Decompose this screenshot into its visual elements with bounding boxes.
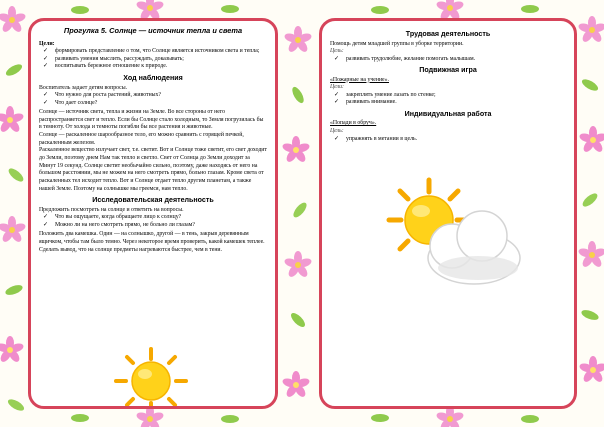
goal-label: Цель: xyxy=(330,48,344,55)
goals-list xyxy=(39,48,267,71)
research-text: Положить два камешка. Один — на солнышко, другой — в тень, закрыв деревянным ящичком, чтобы там было темно. Через некоторое время проверить, какой камешек теплее. Сделать вывод, что на солнце предметы нагреваются быстрее, чем в тени. xyxy=(39,231,265,253)
list-item: ✓ развивать трудолюбие, желание помогать малышам. xyxy=(334,55,476,62)
list-item: ✓ развивать внимание. xyxy=(334,99,397,106)
observation-intro: Воспитатель задает детям вопросы. xyxy=(39,84,128,91)
list-item: ✓ формировать представление о том, что Солнце является источником света и тепла; xyxy=(43,48,260,55)
paragraph: Солнце — источник света, тепла и жизни на Земле. Во все стороны от него распространяется свет и тепло. Если бы Солнце стало холодным, то Земля погрузилась бы в темноту. От холода и темноты погибли бы все растения и животные. xyxy=(39,109,264,131)
check-icon: ✓ xyxy=(43,99,48,106)
check-icon: ✓ xyxy=(43,55,48,62)
sun-icon xyxy=(111,346,191,409)
check-icon: ✓ xyxy=(334,99,339,106)
list-item: ✓ Что нужно для роста растений, животных? xyxy=(43,92,162,99)
list-item: ✓ Что вы ощущаете, когда обращаете лицо к солнцу? xyxy=(43,214,182,221)
research-heading: Исследовательская деятельность xyxy=(92,196,214,205)
check-icon: ✓ xyxy=(334,55,339,62)
sun-cloud-icon xyxy=(374,176,524,296)
goal-label: Цель: xyxy=(330,128,344,135)
leaf-icon xyxy=(4,62,24,78)
check-icon: ✓ xyxy=(43,48,48,55)
individual-name: «Попади в обруч». xyxy=(330,120,377,127)
check-icon: ✓ xyxy=(334,135,339,142)
check-icon: ✓ xyxy=(43,221,48,228)
list-item: ✓ упражнять в метании в цель. xyxy=(334,135,418,142)
list-item: ✓ Можно ли на него смотреть прямо, не больно ли глазам? xyxy=(43,221,195,228)
research-questions-list xyxy=(39,214,267,229)
observation-heading: Ход наблюдения xyxy=(123,74,183,82)
paragraph: Солнце — раскаленное шарообразное тело, его можно сравнить с горящей печкой, раскаленным железом. xyxy=(39,132,244,146)
check-icon: ✓ xyxy=(43,92,48,99)
list-item: ✓ закреплять умение лазать по стенке; xyxy=(334,91,436,98)
paragraph: Раскаленное вещество излучает свет, т.е. светит. Вот и Солнце тоже светит, его свет доходит до Земли, поэтому днем Нам так тепло и светло. Свет от Солнца до Земли доходит за Минут 19 секунд. Солнце светит необычайно сильно, поэтому, даже находясь от него на большом расстоянии, мы не можем на него смотреть прямо, больно глазам. Кроме света от раскаленных тел исходит тепло. Вот и Солнце отдает тепло другим планетам, а также нашей Земле. Поэтому на солнышке мы греемся, нам тепло. xyxy=(39,147,267,192)
research-intro: Предложить посмотреть на солнце и ответить на вопросы. xyxy=(39,206,184,213)
list-item: ✓ Что дает солнце? xyxy=(43,99,98,106)
check-icon: ✓ xyxy=(43,63,48,70)
list-item: ✓ развивать умения мыслить, рассуждать, доказывать; xyxy=(43,55,184,62)
game-goals-list xyxy=(330,92,566,107)
check-icon: ✓ xyxy=(43,214,48,221)
labor-text: Помощь детям младшей группы в уборке территории. xyxy=(330,40,464,47)
check-icon: ✓ xyxy=(334,91,339,98)
individual-heading: Индивидуальная работа xyxy=(404,109,492,118)
page-title: Прогулка 5. Солнце — источник тепла и света xyxy=(63,26,243,35)
game-name: «Пожарные на учение». xyxy=(330,76,389,83)
questions-list xyxy=(39,92,267,107)
goals-label: Цели: xyxy=(39,40,55,47)
individual-goals-list xyxy=(330,136,566,144)
goals-label: Цели: xyxy=(330,84,344,91)
labor-heading: Трудовая деятельность xyxy=(405,30,491,38)
left-page-card xyxy=(28,18,278,409)
right-page-card xyxy=(319,18,577,409)
labor-goals-list xyxy=(330,56,566,64)
game-heading: Подвижная игра xyxy=(419,66,477,75)
list-item: ✓ воспитывать бережное отношение к природе. xyxy=(43,63,168,70)
